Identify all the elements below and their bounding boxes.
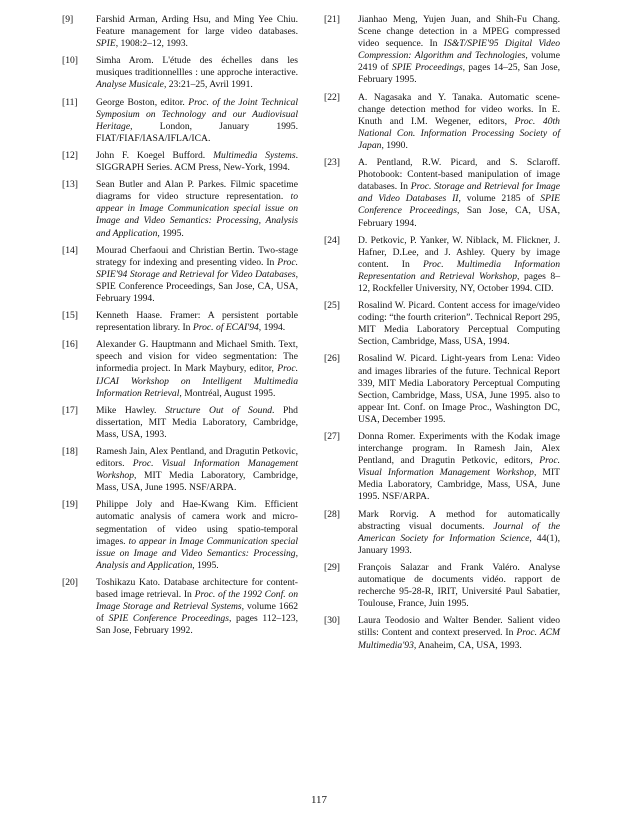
reference-number: [29] bbox=[324, 561, 340, 573]
reference-italic-text: Proc. 40th National Con. Information Processing Society of Japan bbox=[358, 115, 560, 151]
reference-text bbox=[358, 92, 560, 151]
reference-text bbox=[358, 300, 560, 347]
reference-italic-text: Analyse Musicale bbox=[96, 79, 164, 91]
reference-plain-text: , Anaheim, CA, USA, 1993. bbox=[413, 639, 522, 651]
reference-entry bbox=[62, 446, 298, 494]
reference-number: [21] bbox=[324, 14, 340, 25]
reference-entry bbox=[62, 150, 298, 174]
reference-italic-text: Proc. ACM Multimedia'93 bbox=[358, 627, 560, 651]
reference-plain-text: , 1994. bbox=[258, 322, 286, 334]
reference-plain-text: , pages 8–12, Rockfeller University, NY, October 1994. CID. bbox=[358, 270, 560, 294]
reference-text bbox=[358, 157, 560, 228]
reference-plain-text: , London, January 1995. FIAT/FIAF/IASA/IFLA/ICA. bbox=[96, 120, 298, 144]
references-left-column bbox=[62, 14, 298, 642]
reference-entry bbox=[62, 310, 298, 334]
reference-plain-text: D. Petkovic, P. Yanker, W. Niblack, M. Flickner, J. Hafner, D.Lee, and J. Ashley. Query by image content. In bbox=[358, 234, 560, 270]
reference-plain-text: Sean Butler and Alan P. Parkes. Filmic spacetime diagrams for video structure representation. bbox=[96, 179, 298, 203]
reference-italic-text: IS&T/SPIE'95 Digital Video Compression: Algorithm and Technologies bbox=[358, 38, 560, 62]
reference-entry bbox=[324, 509, 560, 557]
reference-text bbox=[358, 235, 560, 294]
reference-plain-text: Farshid Arman, Arding Hsu, and Ming Yee Chiu. Feature management for large video databases. bbox=[96, 14, 298, 38]
reference-entry bbox=[324, 431, 560, 504]
reference-italic-text: SPIE Conference Proceedings bbox=[108, 613, 229, 625]
reference-plain-text: , pages 14–25, San Jose, February 1995. bbox=[358, 62, 561, 86]
page-number: 117 bbox=[310, 794, 328, 806]
reference-plain-text: Jianhao Meng, Yujen Juan, and Shih-Fu Chang. Scene change detection in a MPEG compressed video sequence. In bbox=[358, 14, 560, 50]
reference-number: [19] bbox=[62, 499, 78, 511]
reference-number: [13] bbox=[62, 179, 78, 191]
reference-text bbox=[96, 150, 298, 173]
reference-text bbox=[96, 14, 298, 49]
reference-plain-text: Rosalind W. Picard. Content access for image/video coding: “the fourth criterion”. Technical Report 295, MIT Media Laboratory Perceptual Computing Section, Cambridge, Mass, USA, 1994. bbox=[358, 300, 560, 348]
reference-plain-text: , 44(1), January 1993. bbox=[358, 532, 560, 556]
reference-text bbox=[96, 446, 298, 493]
reference-number: [22] bbox=[324, 91, 340, 103]
reference-number: [11] bbox=[62, 96, 78, 108]
reference-number: [25] bbox=[324, 300, 340, 312]
reference-plain-text: Laura Teodosio and Walter Bender. Salient video stills: Content and context preserved. In bbox=[358, 615, 560, 639]
reference-plain-text: , volume 2419 of bbox=[358, 50, 561, 74]
reference-plain-text: John F. Koegel Bufford. bbox=[96, 149, 214, 161]
reference-italic-text: Proc. of ECAI'94 bbox=[192, 322, 259, 334]
reference-italic-text: Journal of the American Society for Information Science bbox=[358, 520, 560, 544]
reference-number: [18] bbox=[62, 446, 78, 457]
reference-plain-text: , 23:21–25, Avril 1991. bbox=[163, 79, 253, 91]
reference-plain-text: Rosalind W. Picard. Light-years from Lena: Video and images libraries of the future. Technical Report 339, MIT Media Laboratory Perceptual Computing Section, Cambridge, Mass, USA, June 1995. also to appear Int. Conf. on Image Proc., Washington DC, USA, December 1995. bbox=[358, 353, 560, 425]
reference-text bbox=[358, 509, 560, 556]
reference-plain-text: , MIT Media Laboratory, Cambridge, Mass, USA, June 1995. NSF/ARPA. bbox=[96, 470, 298, 494]
reference-entry bbox=[324, 92, 560, 152]
reference-italic-text: Proc. SPIE'94 Storage and Retrieval for Video Databases bbox=[96, 256, 298, 280]
reference-number: [28] bbox=[324, 508, 340, 520]
reference-plain-text: Toshikazu Kato. Database architecture for content-based image retrieval. In bbox=[96, 576, 298, 601]
reference-plain-text: , Montréal, August 1995. bbox=[179, 387, 276, 399]
reference-entry bbox=[62, 339, 298, 399]
reference-text bbox=[358, 431, 560, 502]
reference-plain-text: Alexander G. Hauptmann and Michael Smith. Text, speech and vision for video segmentation: The informedia project. In Mark Maybury, editor, bbox=[96, 339, 298, 375]
reference-entry bbox=[324, 14, 560, 87]
reference-plain-text: Mike Hawley. bbox=[96, 404, 166, 416]
reference-entry bbox=[324, 157, 560, 230]
reference-plain-text: A. Nagasaka and Y. Tanaka. Automatic scene-change detection method for video works. In E. Knuth and I.M. Wegener, editors, bbox=[358, 91, 560, 127]
reference-plain-text: . Phd dissertation, MIT Media Laboratory, Cambridge, Mass, USA, 1993. bbox=[96, 404, 298, 440]
reference-number: [9] bbox=[62, 14, 74, 25]
reference-entry bbox=[324, 300, 560, 348]
reference-plain-text: , volume 2185 of bbox=[458, 193, 541, 205]
reference-plain-text: Mourad Cherfaoui and Christian Bertin. Two-stage strategy for indexing and presenting video. In bbox=[96, 244, 298, 268]
reference-entry bbox=[62, 179, 298, 239]
reference-number: [26] bbox=[324, 353, 340, 365]
reference-entry bbox=[62, 245, 298, 305]
reference-text bbox=[96, 405, 298, 440]
reference-number: [30] bbox=[324, 615, 340, 627]
reference-number: [16] bbox=[62, 339, 78, 351]
reference-plain-text: Philippe Joly and Hae-Kwang Kim. Efficient automatic analysis of camera work and micro-segmentation of video using spatio-temporal images. bbox=[96, 499, 298, 547]
reference-plain-text: François Salazar and Frank Valéro. Analyse automatique de documents vidéo. rapport de recherche 95-28-R, IRIT, Université Paul Sabatier, Toulouse, France, Juin 1995. bbox=[358, 561, 560, 610]
reference-text bbox=[96, 339, 298, 398]
reference-text bbox=[358, 353, 560, 424]
reference-plain-text: Ramesh Jain, Alex Pentland, and Dragutin Petkovic, editors. bbox=[96, 446, 298, 470]
reference-italic-text: Proc. IJCAI Workshop on Intelligent Multimedia Information Retrieval bbox=[96, 363, 298, 399]
reference-number: [20] bbox=[62, 576, 78, 588]
reference-number: [14] bbox=[62, 244, 78, 256]
reference-plain-text: Kenneth Haase. Framer: A persistent portable representation library. In bbox=[96, 310, 298, 334]
reference-text bbox=[358, 615, 560, 650]
reference-italic-text: Multimedia Systems bbox=[213, 149, 296, 161]
reference-plain-text: , San Jose, CA, USA, February 1994. bbox=[358, 205, 560, 229]
reference-italic-text: SPIE Conference Proceedings bbox=[358, 193, 560, 217]
reference-plain-text: Mark Rorvig. A method for automatically abstracting visual documents. bbox=[358, 508, 560, 532]
reference-entry bbox=[62, 14, 298, 50]
reference-entry bbox=[324, 353, 560, 426]
reference-plain-text: , 1995. bbox=[192, 559, 219, 571]
reference-italic-text: Proc. Visual Information Management Workshop bbox=[358, 455, 560, 479]
reference-italic-text: Proc. Storage and Retrieval for Image and Video Databases II bbox=[358, 181, 560, 205]
reference-plain-text: . SIGGRAPH Series. ACM Press, New-York, 1994. bbox=[96, 149, 298, 174]
reference-text bbox=[96, 245, 298, 304]
reference-number: [23] bbox=[324, 157, 340, 169]
reference-number: [27] bbox=[324, 431, 340, 442]
reference-text bbox=[96, 310, 298, 333]
reference-italic-text: to appear in Image Communication special issue on Image and Video Semantics: Processing, Analysis and Application bbox=[96, 191, 298, 239]
reference-plain-text: George Boston, editor. bbox=[96, 96, 189, 108]
reference-text bbox=[358, 14, 560, 85]
reference-plain-text: A. Pentland, R.W. Picard, and S. Sclaroff. Photobook: Content-based manipulation of image databases. In bbox=[358, 157, 560, 193]
reference-italic-text: SPIE Proceedings bbox=[391, 62, 463, 74]
reference-plain-text: Simha Arom. L'étude des échelles dans les musiques traditionnellles : une approche interactive. bbox=[96, 55, 298, 79]
reference-italic-text: Proc. Visual Information Management Workshop bbox=[96, 458, 298, 482]
reference-text bbox=[96, 179, 298, 238]
reference-italic-text: Proc. of the 1992 Conf. on Image Storage and Retrieval Systems bbox=[96, 589, 298, 613]
reference-entry bbox=[62, 97, 298, 145]
reference-entry bbox=[62, 577, 298, 637]
reference-plain-text: Donna Romer. Experiments with the Kodak image interchange program. In Ramesh Jain, Alex Pentland, and Dragutin Petkovic, editors, bbox=[358, 431, 560, 467]
reference-plain-text: , SPIE Conference Proceedings, San Jose, CA, USA, February 1994. bbox=[96, 268, 298, 304]
reference-entry bbox=[62, 55, 298, 91]
reference-italic-text: Proc. Multimedia Information Representation and Retrieval Workshop bbox=[358, 258, 560, 282]
reference-text bbox=[96, 499, 298, 570]
reference-italic-text: Proc. of the Joint Technical Symposium on Technology and our Audiovisual Heritage bbox=[96, 96, 298, 132]
reference-entry bbox=[62, 405, 298, 441]
reference-plain-text: , 1908:2–12, 1993. bbox=[115, 38, 188, 50]
reference-italic-text: SPIE bbox=[96, 38, 116, 50]
reference-entry bbox=[62, 499, 298, 572]
reference-text bbox=[358, 562, 560, 609]
reference-entry bbox=[324, 562, 560, 610]
reference-italic-text: Structure Out of Sound bbox=[165, 404, 273, 416]
reference-number: [15] bbox=[62, 310, 78, 322]
references-right-column bbox=[324, 14, 560, 657]
reference-plain-text: , 1995. bbox=[157, 227, 184, 239]
reference-number: [17] bbox=[62, 404, 78, 416]
reference-plain-text: , 1990. bbox=[381, 139, 408, 151]
reference-text bbox=[96, 97, 298, 144]
reference-plain-text: , pages 112–123, San Jose, February 1992. bbox=[96, 613, 298, 637]
reference-number: [10] bbox=[62, 55, 78, 67]
reference-number: [12] bbox=[62, 149, 78, 161]
reference-italic-text: to appear in Image Communication special issue on Image and Video Semantics: Processing, Analysis and Application bbox=[96, 535, 298, 571]
reference-entry bbox=[324, 235, 560, 295]
reference-text bbox=[96, 55, 298, 90]
reference-entry bbox=[324, 615, 560, 651]
reference-plain-text: , volume 1662 of bbox=[96, 601, 298, 625]
reference-plain-text: , MIT Media Laboratory, Cambridge, Mass, USA, June 1995. NSF/ARPA. bbox=[358, 467, 560, 503]
reference-number: [24] bbox=[324, 234, 340, 246]
reference-text bbox=[96, 577, 298, 636]
